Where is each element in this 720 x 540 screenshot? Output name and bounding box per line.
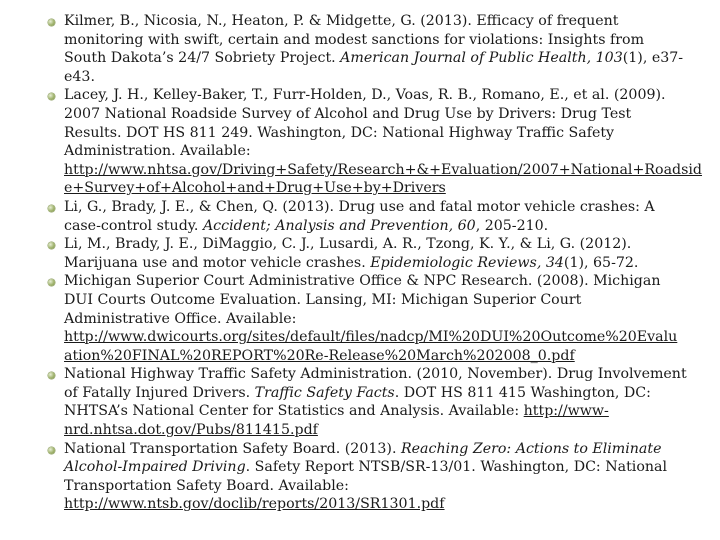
bullet-icon — [48, 372, 55, 379]
reference-item: Li, G., Brady, J. E., & Chen, Q. (2013). Drug use and fatal motor vehicle crashes: A case-control study. Accident; Analysis and Prevention, 60, 205-210. — [0, 198, 720, 235]
reference-link[interactable]: http://www.nhtsa.gov/Driving+Safety/Research+&+Evaluation/2007+National+Roadsid — [64, 161, 703, 178]
reference-link[interactable]: http://www.ntsb.gov/doclib/reports/2013/SR1301.pdf — [64, 496, 445, 513]
bullet-icon — [48, 447, 55, 454]
reference-item: National Transportation Safety Board. (2013). Reaching Zero: Actions to Eliminate Alcohol-Impaired Driving. Safety Report NTSB/SR-13/01. Washington, DC: National Transportation Safety Board. Available: http://www.ntsb.gov/doclib/reports/2013/SR1301.pdf — [0, 440, 720, 514]
bullet-icon — [48, 93, 55, 100]
reference-item: Li, M., Brady, J. E., DiMaggio, C. J., Lusardi, A. R., Tzong, K. Y., & Li, G. (2012). Marijuana use and motor vehicle crashes. Epidemiologic Reviews, 34(1), 65-72. — [0, 235, 720, 272]
reference-link-continued[interactable]: e+Survey+of+Alcohol+and+Drug+Use+by+Drivers — [64, 180, 446, 197]
reference-link-continued[interactable]: nrd.nhtsa.dot.gov/Pubs/811415.pdf — [64, 422, 318, 439]
bullet-icon — [48, 19, 55, 26]
bullet-icon — [48, 205, 55, 212]
reference-link-continued[interactable]: ation%20FINAL%20REPORT%20Re-Release%20March%202008_0.pdf — [64, 347, 575, 364]
reference-item: Lacey, J. H., Kelley-Baker, T., Furr-Holden, D., Voas, R. B., Romano, E., et al. (2009). 2007 National Roadside Survey of Alcohol and Drug Use by Drivers: Drug Test Results. DOT HS 811 249. Washington, DC: National Highway Traffic Safety Administration. Available: http://www.nhtsa.gov/Driving+Safety/Research+&+Evaluation/2007+National+Roadsid e+Survey+of+Alcohol+and+Drug+Use+by+Drivers — [0, 86, 720, 198]
bullet-icon — [48, 279, 55, 286]
reference-item: Michigan Superior Court Administrative Office & NPC Research. (2008). Michigan DUI Courts Outcome Evaluation. Lansing, MI: Michigan Superior Court Administrative Office. Available: http://www.dwicourts.org/sites/default/files/nadcp/MI%20DUI%20Outcome%20Evalu ation%20FINAL%20REPORT%20Re-Release%20March%202008_0.pdf — [0, 272, 720, 365]
reference-list — [0, 12, 720, 514]
reference-item: National Highway Traffic Safety Administration. (2010, November). Drug Involvement of Fatally Injured Drivers. Traffic Safety Facts. DOT HS 811 415 Washington, DC: NHTSA’s National Center for Statistics and Analysis. Available: http://www- nrd.nhtsa.dot.gov/Pubs/811415.pdf — [0, 365, 720, 439]
bullet-icon — [48, 242, 55, 249]
reference-item: Kilmer, B., Nicosia, N., Heaton, P. & Midgette, G. (2013). Efficacy of frequent monitoring with swift, certain and modest sanctions for violations: Insights from South Dakota’s 24/7 Sobriety Project. American Journal of Public Health, 103(1), e37-e43. — [0, 12, 720, 86]
reference-link[interactable]: http://www.dwicourts.org/sites/default/files/nadcp/MI%20DUI%20Outcome%20Evalu — [64, 329, 678, 346]
reference-link[interactable]: http://www- — [523, 403, 609, 420]
